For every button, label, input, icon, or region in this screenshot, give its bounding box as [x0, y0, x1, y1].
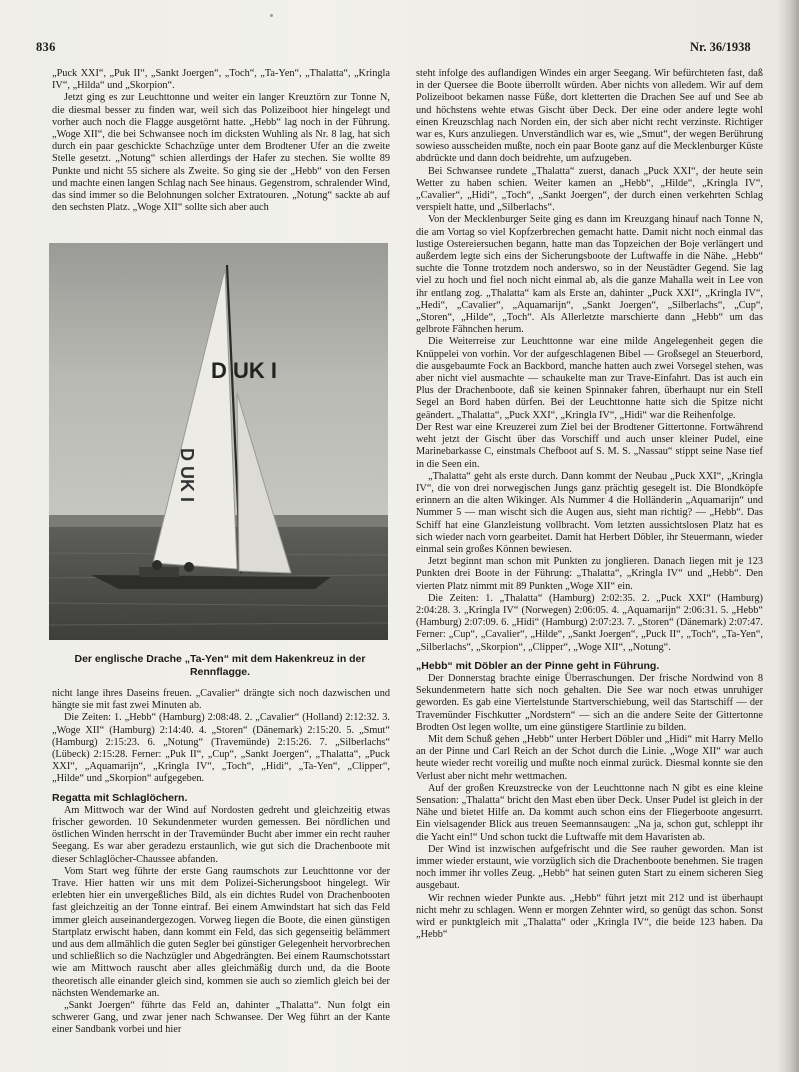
paragraph: Der Wind ist inzwischen aufgefrischt und die See rauher geworden. Man ist immer wieder erstaunt, wie vorzüglich sich die Drachenboote benehmen. Sie tragen noch immer ihr volles Zeug. „Hebb“ hat seinen guten Start zu einem sicheren Sieg ausgebaut. [416, 843, 763, 892]
paragraph: Die Zeiten: 1. „Hebb“ (Hamburg) 2:08:48. 2. „Cavalier“ (Holland) 2:12:32. 3. „Woge XII“ (Hamburg) 2:14:40. 4. „Storen“ (Dänemark) 2:15:20. 5. „Smut“ (Hamburg) 2:15:23. 6. „Notung“ (Travemünde) 2:15:26. 7. „Silberlachs“ (Lübeck) 2:15:28. Ferner: „Puk II“, „Cup“, „Sankt Joergen“, „Thalatta“, „Puck XXI“, „Aquamarijn“, „Kringla IV“, „Toch“, „Hidi“, „Ta-Yen“, „Clipper“, „Hilde“ und „Skorpion“ aufgegeben. [52, 712, 390, 785]
sail-marking-upper: D UK I [211, 358, 277, 383]
paragraph: nicht lange ihres Daseins freuen. „Cavalier“ drängte sich noch dazwischen und hängte sie mit fast zwei Minuten ab. [52, 688, 390, 712]
section-heading: „Hebb“ mit Döbler an der Pinne geht in Führung. [416, 659, 660, 672]
paragraph: Am Mittwoch war der Wind auf Nordosten gedreht und gleichzeitig etwas frischer geworden. 10 Sekundenmeter wurden gemessen. Bei nördlichen und östlichen Winden herrscht in der Travemünder Bucht aber immer ein recht rauher Seegang. Es war aber geradezu erstaunlich, wie gut sich die Drachenboote mit dieser Schlaglöcher-Chaussee abfanden. [52, 804, 390, 865]
paragraph: Wir rechnen wieder Punkte aus. „Hebb“ führt jetzt mit 212 und ist überhaupt nicht mehr zu schlagen. Wenn er morgen Zehnter wird, so genügt das schon. Sonst wird er punktgleich mit „Thalatta“ oder „Kringla IV“, die beide 123 haben. Da „Hebb“ [416, 892, 763, 941]
paragraph: Die Weiterreise zur Leuchttonne war eine milde Angelegenheit gegen die Knüppelei von vorhin. Vor der aufgeschlagenen Bibel — Großsegel an Steuerbord, die ausgebaumte Fock an Backbord, manche hatten auch zwei Vorsegel stehen, was aber nicht viel ausmachte — schaukelte man zur Trave-Einfahrt. Das ist auch ein Plus der Drachenboote, daß sie keinen Spinnaker fahren, überhaupt nur ein Stell Segel an Bord haben dürfen. Bei der Leuchttonne hatte sich die Spitze nicht geändert. „Thalatta“, „Puck XXI“, „Kringla IV“, „Hidi“ war die Reihenfolge. [416, 336, 763, 421]
paragraph: „Thalatta“ geht als erste durch. Dann kommt der Neubau „Puck XXI“, „Kringla IV“, die von drei norwegischen Jungs ganz prächtig gesegelt ist. Die Blondköpfe erinnern an die alten Wikinger. Als Nummer 4 die Holländerin „Aquamarijn“ und Nummer 5 — man wischt sich die Augen aus, sieht man richtig? — „Hebb“. Das Schiff hat eine Glanzleistung vollbracht. Vom letzten aussichtslosen Platz hat es sich wieder nach vorn gearbeitet. Damit hat Herbert Döbler, ihr Steuermann, wieder einmal sein großes Können bewiesen. [416, 470, 763, 555]
paragraph: Bei Schwansee rundete „Thalatta“ zuerst, danach „Puck XXI“, der heute sein Wetter zu haben schien. Weiter kamen an „Hebb“, „Hilde“, „Kringla IV“, „Cavalier“, „Hidi“, „Toch“, „Sankt Joergen“, der durch einen verkehrten Schlag verspielt hatte, und „Silberlachs“. [416, 165, 763, 214]
section-heading: Regatta mit Schlaglöchern. [52, 791, 188, 804]
page-speck [270, 14, 273, 17]
paragraph: Von der Mecklenburger Seite ging es dann im Kreuzgang hinauf nach Tonne N, die am Vortag so viel Kopfzerbrechen gemacht hatte. Damit nicht noch einmal das lustige Ostereiersuchen begann, hatte man das Topzeichen der Boje verlängert und außerdem legte sich eins der Sicherungsboote der Luftwaffe in die Nähe. „Hebb“ suchte die Tonne trotzdem noch anderswo, so in der Neustädter Gegend. Sie lag viel zu hoch und fiel noch nicht einmal ab, als die ganze Mahalla weit in Lee von ihr entlang zog. „Thalatta“ kam als Erste an, dahinter „Puck XXI“, „Kringla IV“, „Hedi“, „Cavalier“, „Aquamarijn“, „Sankt Joergen“, „Silberlachs“, „Cup“, „Storen“, „Hilde“, „Toch“. Als Allerletzte marschierte dann „Hebb“ um das gelbrote Fähnchen herum. [416, 214, 763, 336]
right-column [416, 68, 763, 941]
paragraph: steht infolge des auflandigen Windes ein arger Seegang. Wir befürchteten fast, daß in der Quersee die Boote überrollt würden. Aber nichts von alledem. Wir auf dem Polizeiboot bekamen nasse Füße, dort kletterten die Drachen See auf und See ab und höchstens wehte etwas Gischt über Deck. Der eine oder andere legte wohl einen Kreuzschlag nach Norden ein, der sich aber nicht recht verzinste. Richtiger war es, Kurs anzuliegen. Unverständlich war es, wie „Smut“, der wegen Berührung sowieso ausscheiden mußte, noch ein paar Boote ganz auf die Mecklenburger Küste abdrückte und dann doch beidrehte, um aufzugeben. [416, 68, 763, 165]
left-column-top [52, 68, 390, 214]
issue-number: Nr. 36/1938 [690, 40, 751, 54]
paragraph: Der Rest war eine Kreuzerei zum Ziel bei der Brodtener Gittertonne. Fortwährend weht jetzt der Gischt über das Vorschiff und auch unser kleiner Pudel, eine Marinebarkasse C, einstmals Chefboot auf S. M. S. „Nassau“ stippt seine Nase tief in die Seen ein. [416, 421, 763, 470]
sailboat-illustration [49, 243, 388, 640]
paragraph: Der Donnerstag brachte einige Überraschungen. Der frische Nordwind von 8 Sekundenmetern hatte sich noch gehalten. Die See war noch etwas unruhiger geworden. Es gab eine Viertelstunde Startverschiebung, weil das Startschiff — der Travemünder Fischkutter „Nordstern“ — sich an die andere Seite der Gittertonne Brodten Ost legen wollte, um eine günstigere Startlinie zu bilden. [416, 672, 763, 733]
paragraph: Mit dem Schuß gehen „Hebb“ unter Herbert Döbler und „Hidi“ mit Harry Mello an der Pinne und Carl Reich an der Schot durch die Linie. „Woge XII“ war auch heute wieder recht voreilig und mußte noch einmal zurück. Diesmal konnte sie den Verlust aber nicht mehr wettmachen. [416, 733, 763, 782]
photo-caption: Der englische Drache „Ta-Yen“ mit dem Hakenkreuz in der Rennflagge. [74, 653, 366, 678]
paragraph: Vom Start weg führte der erste Gang raumschots zur Leuchttonne vor der Trave. Hier hatten wir uns mit dem Polizei-Sicherungsboot hingelegt. Wir erlebten hier ein unvergeßliches Bild, als ein dichtes Rudel von Drachenbooten fast gleichzeitig an der Tonne eintraf. Bei einem Amwindstart hat sich das Feld immer gleich auseinandergezogen. Vorweg liegen die Boote, die einen günstigen Startplatz erwischt haben, dann kommt ein Feld, das sich gegenseitig belämmert und aus dem allmählich die guten Segler bei günstiger Gelegenheit hervorbrechen und schließlich so die Nachzügler und Abgedrängten. Bei einem Raumschotsstart wie am Mittwoch rauscht aber alles gleichmäßig durch und, da die Boote theoretisch alle einander gleich sind, kommen sie auch so ziemlich gleich bei der nächsten Wendemarke an. [52, 865, 390, 999]
page-number: 836 [36, 40, 56, 54]
paragraph: Die Zeiten: 1. „Thalatta“ (Hamburg) 2:02:35. 2. „Puck XXI“ (Hamburg) 2:04:28. 3. „Kringla IV“ (Norwegen) 2:06:05. 4. „Aquamarijn“ 2:06:31. 5. „Hebb“ (Hamburg) 2:07:09. 6. „Hidi“ (Hamburg) 2:07:23. 7. „Storen“ (Dänemark) 2:07:47. Ferner: „Cup“, „Cavalier“, „Hilde“, „Sankt Joergen“, „Puck II“, „Toch“, „Ta-Yen“, „Silberlachs“, „Skorpion“, „Clipper“, „Woge XII“, „Notung“. [416, 592, 763, 653]
book-binding-shadow [777, 0, 799, 1072]
sail-marking-lower: D UK I [177, 448, 197, 502]
sailboat-photo [49, 243, 388, 640]
paragraph: „Puck XXI“, „Puk II“, „Sankt Joergen“, „Toch“, „Ta-Yen“, „Thalatta“, „Kringla IV“, „Hilda“ und „Skorpion“. [52, 68, 390, 92]
paragraph: Jetzt beginnt man schon mit Punkten zu jonglieren. Danach liegen mit je 123 Punkten drei Boote in der Führung: „Thalatta“, „Kringla IV“ und „Hebb“. Den vierten Platz nimmt mit 89 Punkten „Woge XII“ ein. [416, 556, 763, 592]
paragraph: Jetzt ging es zur Leuchttonne und weiter ein langer Kreuztörn zur Tonne N, die diesmal besser zu finden war, weil sich das Polizeiboot hier hingelegt und vorher auch noch die Flagge ausgetörnt hatte. „Hebb“ lag noch in der Führung. „Woge XII“, die bei Schwansee noch im dicksten Wuhling als Nr. 8 lag, hat sich durch ein paar geschickte Schachzüge unter dem Brodtener Ufer an die zweite Stelle gesetzt. „Notung“ schien allerdings der Hafer zu stechen. Sie wollte 89 Punkte und nicht 55 sichere als Zweite. So ging sie der „Hebb“ von den Fersen und machte einen langen Schlag nach See hinaus. Gegenstrom, schralender Wind, das sind immer so die Belohnungen solcher Extratouren. „Notung“ sackte ab auf den sechsten Platz. „Woge XII“ sollte sich aber auch [52, 92, 390, 214]
paragraph: „Sankt Joergen“ führte das Feld an, dahinter „Thalatta“. Nun folgt ein schwerer Gang, und zwar jener nach Schwansee. Der Weg führt an der Kante einer Sandbank vorbei und hier [52, 1000, 390, 1036]
paragraph: Auf der großen Kreuzstrecke von der Leuchttonne nach N gibt es eine kleine Sensation: „Thalatta“ bricht den Mast eben über Deck. Unser Pudel ist gleich in der Nähe und bietet Hilfe an. Da kommt auch schon eins der Fliegerboote angesurrt. Ein vielsagender Blick aus treuen Seemannsaugen: „Na ja, schon gut, schleppt ihr die Yacht ein!“ Und schon tuckt die Luftwaffe mit dem Havaristen ab. [416, 782, 763, 843]
left-column-bottom [52, 688, 390, 1037]
